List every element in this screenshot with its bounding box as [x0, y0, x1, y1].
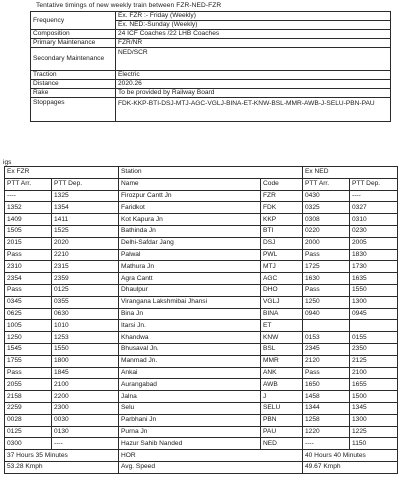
cell-ned-arr: ---- [303, 438, 350, 450]
cell-ned-dep: 1830 [350, 249, 398, 261]
cell-ned-dep: 1345 [350, 402, 398, 414]
cell-fzr-dep: 2300 [52, 402, 119, 414]
footer-label: HOR [119, 450, 303, 462]
table-row [5, 214, 398, 226]
cell-ned-arr: Pass [303, 249, 350, 261]
cell-ned-dep: 1635 [350, 273, 398, 285]
cell-station-code: KKP [261, 214, 303, 226]
cell-ned-arr: 0430 [303, 190, 350, 202]
cell-ned-dep: 1150 [350, 438, 398, 450]
cell-fzr-dep: 0030 [52, 414, 119, 426]
cell-station-name: Ankai [119, 367, 261, 379]
cell-fzr-arr: Pass [5, 249, 52, 261]
cell-station-name: Virangana Lakshmibai Jhansi [119, 296, 261, 308]
train-info-table [30, 11, 391, 122]
info-label: Secondary Maintenance [31, 48, 116, 71]
info-value: Ex. FZR :- Friday (Weekly) [116, 12, 391, 21]
cell-station-name: Bathinda Jn [119, 225, 261, 237]
cell-ned-dep: 0327 [350, 202, 398, 214]
cell-ned-arr: 0153 [303, 332, 350, 344]
cell-station-code: VGLJ [261, 296, 303, 308]
cell-fzr-arr: 2158 [5, 391, 52, 403]
cell-ned-dep: 1655 [350, 379, 398, 391]
table-row [5, 414, 398, 426]
cell-ned-arr: 2345 [303, 343, 350, 355]
cell-fzr-arr: 2015 [5, 237, 52, 249]
info-value: Electric [116, 71, 391, 80]
cell-fzr-dep: 2359 [52, 273, 119, 285]
cell-ned-arr: 1725 [303, 261, 350, 273]
cell-station-name: Aurangabad [119, 379, 261, 391]
cell-station-code: BSL [261, 343, 303, 355]
cell-station-code: FZR [261, 190, 303, 202]
cell-fzr-dep: 2210 [52, 249, 119, 261]
cropped-text-fragment: igs [3, 159, 12, 166]
col-header-dep: PTT Dep. [52, 178, 119, 190]
cell-fzr-dep: 1800 [52, 355, 119, 367]
cell-station-code: AGC [261, 273, 303, 285]
cell-station-name: Manmad Jn. [119, 355, 261, 367]
info-label: Distance [31, 80, 116, 89]
timing-table [4, 166, 398, 474]
cell-fzr-arr: 0028 [5, 414, 52, 426]
cell-fzr-arr: 0345 [5, 296, 52, 308]
cell-ned-dep: ---- [350, 190, 398, 202]
cell-station-code: DSJ [261, 237, 303, 249]
cell-station-name: Khandwa [119, 332, 261, 344]
column-header-row [5, 178, 398, 190]
info-value: 24 ICF Coaches /22 LHB Coaches [116, 30, 391, 39]
table-row [5, 379, 398, 391]
cell-ned-arr: 0325 [303, 202, 350, 214]
info-label: Stoppages [31, 98, 116, 122]
cell-ned-arr: 2120 [303, 355, 350, 367]
cell-fzr-dep: 0125 [52, 284, 119, 296]
cell-fzr-dep: 1411 [52, 214, 119, 226]
col-header-dep: PTT Dep. [350, 178, 398, 190]
info-value: To be provided by Railway Board [116, 89, 391, 98]
cell-fzr-dep: ---- [52, 438, 119, 450]
cell-ned-dep: 2100 [350, 367, 398, 379]
cell-ned-dep: 2350 [350, 343, 398, 355]
cell-ned-arr: 0940 [303, 308, 350, 320]
info-label: Traction [31, 71, 116, 80]
info-row-secondary-maintenance [31, 48, 391, 71]
table-row [5, 202, 398, 214]
info-value: 2020.26 [116, 80, 391, 89]
table-row [5, 237, 398, 249]
cell-ned-arr: 0220 [303, 225, 350, 237]
table-row [5, 391, 398, 403]
cell-ned-arr: 1258 [303, 414, 350, 426]
cell-fzr-arr: 2310 [5, 261, 52, 273]
cell-fzr-dep: 1354 [52, 202, 119, 214]
cell-fzr-dep: 2315 [52, 261, 119, 273]
cell-station-name: Bina Jn [119, 308, 261, 320]
cell-station-code: BTI [261, 225, 303, 237]
cell-fzr-dep: 0355 [52, 296, 119, 308]
cell-ned-arr: 1220 [303, 426, 350, 438]
col-header-name: Name [119, 178, 261, 190]
table-row [5, 402, 398, 414]
cell-fzr-arr: 0125 [5, 426, 52, 438]
cell-station-code: MTJ [261, 261, 303, 273]
info-value: NED/SCR [116, 48, 391, 71]
cell-ned-dep [350, 320, 398, 332]
cell-station-name: Palwal [119, 249, 261, 261]
cell-station-code: MMR [261, 355, 303, 367]
footer-label: Avg. Speed [119, 461, 303, 473]
info-row-traction [31, 71, 391, 80]
table-row [5, 225, 398, 237]
info-row-stoppages [31, 98, 391, 122]
cell-fzr-dep: 1325 [52, 190, 119, 202]
cell-ned-arr: Pass [303, 367, 350, 379]
info-row-distance [31, 80, 391, 89]
cell-ned-arr: 1250 [303, 296, 350, 308]
cell-fzr-arr: 2259 [5, 402, 52, 414]
footer-ex-fzr: 37 Hours 35 Minutes [5, 450, 119, 462]
info-value: FDK-KKP-BTI-DSJ-MTJ-AGC-VGLJ-BINA-ET-KNW-BSL-MMR-AWB-J-SELU-PBN-PAU [116, 98, 391, 122]
cell-fzr-dep: 0630 [52, 308, 119, 320]
cell-station-code: NED [261, 438, 303, 450]
cell-fzr-arr: 1755 [5, 355, 52, 367]
cell-ned-arr: 0308 [303, 214, 350, 226]
table-row [5, 426, 398, 438]
cell-fzr-dep: 1550 [52, 343, 119, 355]
cell-station-name: Bhusaval Jn. [119, 343, 261, 355]
cell-ned-dep: 0945 [350, 308, 398, 320]
cell-fzr-arr: 1352 [5, 202, 52, 214]
document-title: Tentative timings of new weekly train between FZR-NED-FZR [36, 2, 222, 9]
cell-fzr-dep: 2100 [52, 379, 119, 391]
cell-ned-dep: 0310 [350, 214, 398, 226]
cell-station-name: Agra Cantt [119, 273, 261, 285]
cell-fzr-arr: ---- [5, 190, 52, 202]
cell-fzr-arr: 0300 [5, 438, 52, 450]
cell-station-code: AWB [261, 379, 303, 391]
cell-fzr-arr: 1005 [5, 320, 52, 332]
cell-station-code: J [261, 391, 303, 403]
table-row [5, 332, 398, 344]
cell-ned-dep: 0155 [350, 332, 398, 344]
table-row [5, 438, 398, 450]
cell-fzr-dep: 1845 [52, 367, 119, 379]
table-row [5, 308, 398, 320]
cell-fzr-arr: 1250 [5, 332, 52, 344]
cell-fzr-dep: 1253 [52, 332, 119, 344]
col-header-arr: PTT Arr. [5, 178, 52, 190]
table-row [5, 273, 398, 285]
cell-station-code: PWL [261, 249, 303, 261]
cell-station-code: PAU [261, 426, 303, 438]
cell-fzr-dep: 2020 [52, 237, 119, 249]
info-row-composition [31, 30, 391, 39]
cell-ned-dep: 1225 [350, 426, 398, 438]
cell-station-name: Firozpur Cantt Jn [119, 190, 261, 202]
cell-ned-dep: 1500 [350, 391, 398, 403]
cell-fzr-arr: 2354 [5, 273, 52, 285]
cell-fzr-arr: 1409 [5, 214, 52, 226]
footer-ex-fzr: 53.28 Kmph [5, 461, 119, 473]
info-row-rake [31, 89, 391, 98]
cell-fzr-dep: 1010 [52, 320, 119, 332]
table-row [5, 190, 398, 202]
table-row [5, 343, 398, 355]
cell-fzr-arr: 1505 [5, 225, 52, 237]
cell-station-name: Mathura Jn [119, 261, 261, 273]
cell-station-name: Dhaulpur [119, 284, 261, 296]
cell-ned-arr: 1458 [303, 391, 350, 403]
col-header-arr: PTT Arr. [303, 178, 350, 190]
info-row-frequency [31, 12, 391, 21]
info-label: Frequency [31, 12, 116, 30]
cell-station-code: ANK [261, 367, 303, 379]
info-value: Ex. NED:-Sunday (Weekly) [116, 21, 391, 30]
cell-station-name: Parbhani Jn [119, 414, 261, 426]
table-row [5, 355, 398, 367]
cell-ned-dep: 0230 [350, 225, 398, 237]
cell-fzr-dep: 1525 [52, 225, 119, 237]
info-label: Composition [31, 30, 116, 39]
table-row [5, 261, 398, 273]
cell-station-name: Faridkot [119, 202, 261, 214]
table-row [5, 284, 398, 296]
cell-fzr-arr: 1545 [5, 343, 52, 355]
table-row [5, 320, 398, 332]
cell-ned-arr: 1630 [303, 273, 350, 285]
info-label: Rake [31, 89, 116, 98]
group-header-row [5, 167, 398, 179]
cell-fzr-arr: 2055 [5, 379, 52, 391]
cell-station-code: PBN [261, 414, 303, 426]
cell-station-name: Delhi-Safdar Jang [119, 237, 261, 249]
table-row [5, 249, 398, 261]
cell-station-code: DHO [261, 284, 303, 296]
cell-station-code: BINA [261, 308, 303, 320]
cell-fzr-arr: 0625 [5, 308, 52, 320]
cell-station-name: Selu [119, 402, 261, 414]
group-header-station: Station [119, 167, 303, 179]
cell-station-name: Purna Jn [119, 426, 261, 438]
cell-station-code: FDK [261, 202, 303, 214]
cell-ned-dep: 1300 [350, 414, 398, 426]
cell-station-name: Kot Kapura Jn [119, 214, 261, 226]
table-row [5, 367, 398, 379]
cell-ned-dep: 2125 [350, 355, 398, 367]
cell-station-code: KNW [261, 332, 303, 344]
cell-station-code: ET [261, 320, 303, 332]
footer-row [5, 450, 398, 462]
group-header-ex-fzr: Ex FZR [5, 167, 119, 179]
cell-ned-dep: 2005 [350, 237, 398, 249]
cell-station-name: Hazur Sahib Nanded [119, 438, 261, 450]
cell-fzr-dep: 0130 [52, 426, 119, 438]
cell-station-code: SELU [261, 402, 303, 414]
info-row-primary-maintenance [31, 39, 391, 48]
cell-ned-arr: 1650 [303, 379, 350, 391]
cell-fzr-dep: 2200 [52, 391, 119, 403]
cell-ned-arr [303, 320, 350, 332]
footer-ex-ned: 49.67 Kmph [303, 461, 398, 473]
cell-station-name: Jalna [119, 391, 261, 403]
cell-ned-dep: 1300 [350, 296, 398, 308]
cell-station-name: Itarsi Jn. [119, 320, 261, 332]
footer-ex-ned: 40 Hours 40 Minutes [303, 450, 398, 462]
table-row [5, 296, 398, 308]
group-header-ex-ned: Ex NED [303, 167, 398, 179]
cell-fzr-arr: Pass [5, 284, 52, 296]
cell-ned-dep: 1550 [350, 284, 398, 296]
cell-ned-arr: 1344 [303, 402, 350, 414]
cell-ned-dep: 1730 [350, 261, 398, 273]
cell-ned-arr: 2000 [303, 237, 350, 249]
col-header-code: Code [261, 178, 303, 190]
info-label: Primary Maintenance [31, 39, 116, 48]
cell-fzr-arr: Pass [5, 367, 52, 379]
footer-row [5, 461, 398, 473]
cell-ned-arr: Pass [303, 284, 350, 296]
info-value: FZR/NR [116, 39, 391, 48]
